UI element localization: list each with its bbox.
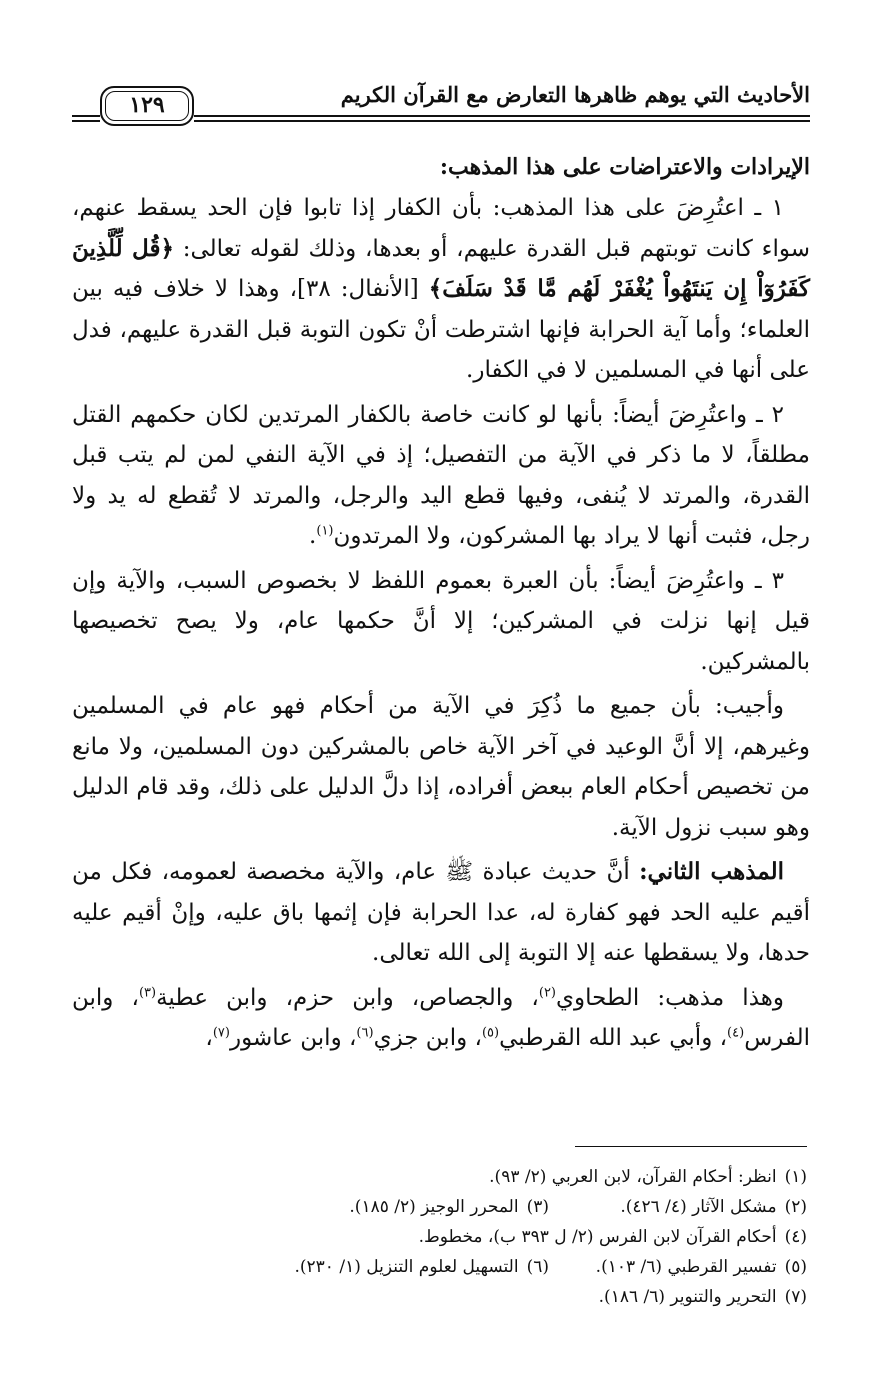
paragraph-text: ١ ـ اعتُرِضَ على هذا المذهب: بأن الكفار إذا تابوا فإن الحد يسقط عنهم، سواء كانت توبتهم قبل القدرة عليهم، أو بعدها، وذلك لقوله تعالى: bbox=[72, 195, 810, 262]
paragraph-5 bbox=[72, 852, 810, 974]
quran-verse: ﴿قُل لِّلَّذِينَ كَفَرُوٓاْ إِن يَنتَهُواْ يُغْفَرْ لَهُم مَّا قَدْ سَلَفَ﴾ bbox=[72, 234, 810, 302]
paragraph-text: ٢ ـ واعتُرِضَ أيضاً: بأنها لو كانت خاصة بالكفار المرتدين لكان حكمهم القتل مطلقاً، لا ما ذكر في الآية من التفصيل؛ إذ في الآية النفي لمن لم يتب قبل القدرة، والمرتد لا يُنفى، وفيها قطع اليد والرجل، والمرتد لا تُقطع له يد ولا رجل، فثبت أنها لا يراد بها المشركون، ولا المرتدون bbox=[72, 401, 810, 549]
footnote-row bbox=[69, 1162, 807, 1192]
header-rule bbox=[194, 115, 810, 117]
paragraph-text: ، وأبي عبد الله القرطبي bbox=[499, 1025, 728, 1051]
footnote-4 bbox=[419, 1222, 807, 1252]
footnote-number: (٥) bbox=[784, 1257, 807, 1277]
header-rule bbox=[72, 120, 100, 122]
footnote-2 bbox=[549, 1192, 807, 1222]
footnote-ref[interactable]: (٣) bbox=[138, 984, 157, 1000]
paragraph-text: [الأنفال: ٣٨]، وهذا لا خلاف فيه بين العلماء؛ وأما آية الحرابة فإنها اشترطت أنْ تكون التوبة قبل القدرة عليهم، فدل على أنها في المسلمين لا في الكفار. bbox=[72, 276, 810, 383]
paragraph-text: وهذا مذهب: الطحاوي bbox=[556, 984, 785, 1011]
page-number-frame bbox=[100, 86, 194, 126]
footnote-7 bbox=[599, 1282, 807, 1312]
footnote-ref[interactable]: (١) bbox=[316, 523, 334, 539]
paragraph-text: ، والجصاص، وابن حزم، وابن عطية bbox=[156, 984, 539, 1011]
paragraph-text: ، وابن الفرس bbox=[72, 984, 810, 1051]
footnote-row bbox=[69, 1222, 807, 1252]
footnote-ref[interactable]: (٦) bbox=[356, 1025, 374, 1041]
header-rule bbox=[72, 115, 100, 117]
footnote-number: (٦) bbox=[526, 1257, 549, 1277]
running-header bbox=[72, 60, 810, 130]
paragraph-6 bbox=[72, 978, 810, 1059]
footnote-text: المحرر الوجيز (٢/ ١٨٥). bbox=[349, 1197, 519, 1217]
section-heading: الإيرادات والاعتراضات على هذا المذهب: bbox=[439, 154, 810, 180]
footnotes bbox=[69, 1162, 807, 1312]
footnote-ref[interactable]: (٤) bbox=[727, 1025, 745, 1041]
footnote-number: (١) bbox=[784, 1167, 807, 1187]
footnote-text: انظر: أحكام القرآن، لابن العربي (٢/ ٩٣). bbox=[489, 1167, 777, 1187]
footnote-5 bbox=[549, 1252, 807, 1282]
page-number: ١٢٩ bbox=[129, 92, 165, 118]
footnote-text: أحكام القرآن لابن الفرس (٢/ ل ٣٩٣ ب)، مخطوط. bbox=[418, 1227, 777, 1247]
footnote-ref[interactable]: (٥) bbox=[481, 1025, 500, 1041]
footnote-3 bbox=[349, 1192, 549, 1222]
footnote-text: التحرير والتنوير (٦/ ١٨٦). bbox=[598, 1287, 777, 1307]
paragraph-text: . bbox=[309, 523, 317, 549]
footnote-separator bbox=[575, 1146, 807, 1147]
footnote-number: (٤) bbox=[784, 1227, 807, 1247]
header-rule bbox=[194, 120, 810, 122]
footnote-number: (٢) bbox=[784, 1197, 807, 1217]
paragraph-2 bbox=[72, 395, 810, 557]
footnote-row bbox=[69, 1252, 807, 1282]
footnote-text: تفسير القرطبي (٦/ ١٠٣). bbox=[595, 1257, 777, 1277]
footnote-row bbox=[69, 1282, 807, 1312]
paragraph-text: ، وابن عاشور bbox=[229, 1025, 357, 1051]
school-heading: المذهب الثاني: bbox=[639, 858, 784, 885]
footnote-row bbox=[69, 1192, 807, 1222]
paragraph-text: ، وابن جزي bbox=[373, 1025, 482, 1051]
footnote-ref[interactable]: (٧) bbox=[212, 1025, 230, 1041]
footnote-text: مشكل الآثار (٤/ ٤٢٦). bbox=[620, 1197, 777, 1217]
footnote-number: (٧) bbox=[784, 1287, 807, 1307]
footnote-ref[interactable]: (٢) bbox=[538, 984, 556, 1000]
footnote-text: التسهيل لعلوم التنزيل (١/ ٢٣٠). bbox=[294, 1257, 519, 1277]
footnote-1 bbox=[489, 1162, 807, 1192]
main-text bbox=[72, 150, 810, 1063]
footnote-6 bbox=[294, 1252, 549, 1282]
paragraph-text: ، bbox=[205, 1025, 213, 1051]
paragraph-1 bbox=[72, 188, 810, 391]
footnote-number: (٣) bbox=[526, 1197, 549, 1217]
paragraph-text: أنَّ حديث عبادة ﷺ عام، والآية مخصصة لعمومه، فكل من أقيم عليه الحد فهو كفارة له، عدا الحرابة فإن إثمها باق عليه، وإنْ أقيم عليه حدها، ولا يسقطها عنه إلا التوبة إلى الله تعالى. bbox=[72, 859, 810, 966]
paragraph-3: ٣ ـ واعتُرِضَ أيضاً: بأن العبرة بعموم اللفظ لا بخصوص السبب، والآية وإن قيل إنها نزلت في المشركين؛ إلا أنَّ حكمها عام، ولا يصح تخصيصها بالمشركين. bbox=[72, 567, 810, 675]
paragraph-4: وأجيب: بأن جميع ما ذُكِرَ في الآية من أحكام فهو عام في المسلمين وغيرهم، إلا أنَّ الوعيد في آخر الآية خاص بالمشركين دون المسلمين، ولا مانع من تخصيص أحكام العام ببعض أفراده، إذا دلَّ الدليل على ذلك، وقد قام الدليل وهو سبب نزول الآية. bbox=[72, 693, 810, 841]
header-title: الأحاديث التي يوهم ظاهرها التعارض مع القرآن الكريم bbox=[340, 82, 810, 107]
